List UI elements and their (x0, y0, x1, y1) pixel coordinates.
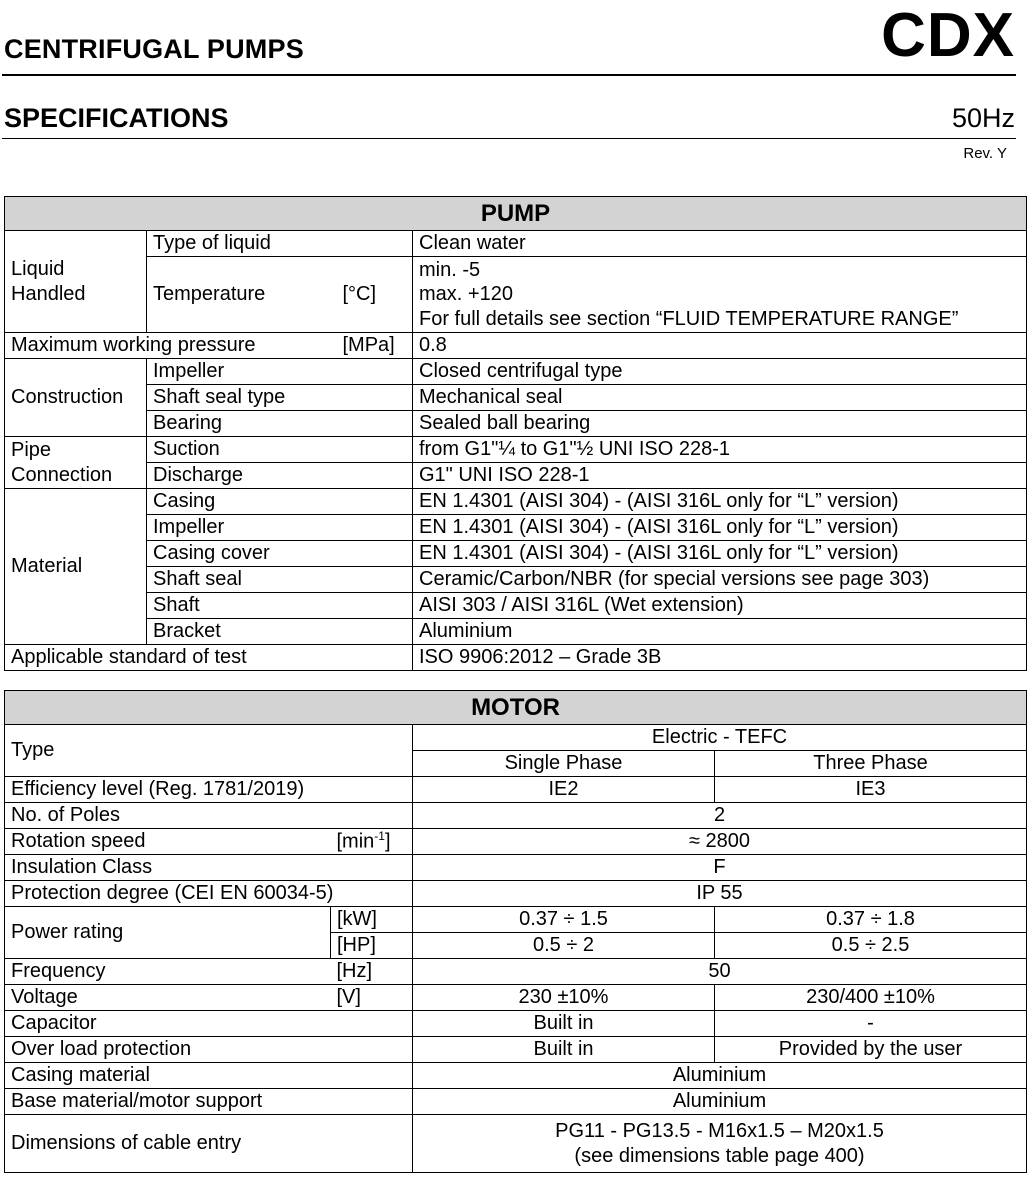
table-row (5, 385, 1027, 411)
table-row (5, 855, 1027, 881)
section-divider (2, 138, 1016, 139)
table-row (5, 567, 1027, 593)
table-row (5, 257, 1027, 333)
frequency-value: 50 (413, 959, 1027, 985)
rotation-unit-base: [min (336, 830, 375, 853)
frequency-label: 50Hz (951, 103, 1015, 133)
table-row (5, 1089, 1027, 1115)
insulation-label: Insulation Class (5, 855, 413, 881)
rotation-unit (331, 829, 413, 855)
max-pressure-value: 0.8 (413, 333, 1027, 359)
table-row (5, 1115, 1027, 1173)
table-row (5, 725, 1027, 751)
liquid-handled-group: Liquid Handled (5, 231, 147, 333)
pump-spec-table (4, 196, 1027, 671)
three-phase-header: Three Phase (715, 751, 1027, 777)
power-kw-single: 0.37 ÷ 1.5 (413, 907, 715, 933)
casing-label: Casing (147, 489, 413, 515)
table-row (5, 231, 1027, 257)
revision-label: Rev. Y (963, 145, 1007, 162)
table-row (5, 489, 1027, 515)
power-kw-unit: [kW] (331, 907, 413, 933)
pipe-connection-group: Pipe Connection (5, 437, 147, 489)
type-of-liquid-value: Clean water (413, 231, 1027, 257)
power-hp-three: 0.5 ÷ 2.5 (715, 933, 1027, 959)
motor-title: MOTOR (5, 691, 1027, 725)
table-row (5, 619, 1027, 645)
discharge-value: G1" UNI ISO 228-1 (413, 463, 1027, 489)
overload-single: Built in (413, 1037, 715, 1063)
table-row (5, 645, 1027, 671)
rotation-unit-end: ] (384, 830, 391, 853)
table-row (5, 1037, 1027, 1063)
table-row (5, 593, 1027, 619)
casing-value: EN 1.4301 (AISI 304) - (AISI 316L only for “L” version) (413, 489, 1027, 515)
protection-label: Protection degree (CEI EN 60034-5) (5, 881, 413, 907)
table-row (5, 803, 1027, 829)
table-row (5, 333, 1027, 359)
poles-value: 2 (413, 803, 1027, 829)
table-row (5, 829, 1027, 855)
table-row (5, 411, 1027, 437)
type-value: Electric - TEFC (413, 725, 1027, 751)
rotation-label: Rotation speed (5, 829, 331, 855)
capacitor-label: Capacitor (5, 1011, 413, 1037)
suction-value: from G1"¼ to G1"½ UNI ISO 228-1 (413, 437, 1027, 463)
table-row (5, 197, 1027, 231)
table-row (5, 907, 1027, 933)
casing-cover-value: EN 1.4301 (AISI 304) - (AISI 316L only for “L” version) (413, 541, 1027, 567)
temperature-unit: [°C] (337, 257, 413, 333)
protection-value: IP 55 (413, 881, 1027, 907)
test-standard-value: ISO 9906:2012 – Grade 3B (413, 645, 1027, 671)
header-divider (2, 74, 1016, 76)
rotation-unit-sup: -1 (374, 829, 385, 843)
rotation-value: ≈ 2800 (413, 829, 1027, 855)
type-label: Type (5, 725, 413, 777)
overload-three: Provided by the user (715, 1037, 1027, 1063)
voltage-unit: [V] (331, 985, 413, 1011)
bearing-value: Sealed ball bearing (413, 411, 1027, 437)
frequency-unit: [Hz] (331, 959, 413, 985)
shaft-seal-type-label: Shaft seal type (147, 385, 413, 411)
section-title: SPECIFICATIONS (4, 103, 229, 133)
construction-group: Construction (5, 359, 147, 437)
model-code: CDX (881, 1, 1015, 70)
table-row (5, 777, 1027, 803)
impeller-label: Impeller (147, 359, 413, 385)
material-impeller-label: Impeller (147, 515, 413, 541)
power-hp-single: 0.5 ÷ 2 (413, 933, 715, 959)
discharge-label: Discharge (147, 463, 413, 489)
voltage-three: 230/400 ±10% (715, 985, 1027, 1011)
table-row (5, 959, 1027, 985)
shaft-label: Shaft (147, 593, 413, 619)
capacitor-three: - (715, 1011, 1027, 1037)
poles-label: No. of Poles (5, 803, 413, 829)
motor-spec-table (4, 690, 1027, 1173)
material-group: Material (5, 489, 147, 645)
shaft-seal-label: Shaft seal (147, 567, 413, 593)
table-row (5, 515, 1027, 541)
power-label: Power rating (5, 907, 331, 959)
shaft-seal-value: Ceramic/Carbon/NBR (for special versions see page 303) (413, 567, 1027, 593)
overload-label: Over load protection (5, 1037, 413, 1063)
max-pressure-label: Maximum working pressure (5, 333, 337, 359)
casing-material-value: Aluminium (413, 1063, 1027, 1089)
efficiency-three: IE3 (715, 777, 1027, 803)
cable-entry-value: PG11 - PG13.5 - M16x1.5 – M20x1.5 (see dimensions table page 400) (413, 1115, 1027, 1173)
temperature-value: min. -5 max. +120 For full details see section “FLUID TEMPERATURE RANGE” (413, 257, 1027, 333)
temperature-label: Temperature (147, 257, 337, 333)
bracket-value: Aluminium (413, 619, 1027, 645)
table-row (5, 1011, 1027, 1037)
bracket-label: Bracket (147, 619, 413, 645)
table-row (5, 691, 1027, 725)
cable-entry-label: Dimensions of cable entry (5, 1115, 413, 1173)
table-row (5, 1063, 1027, 1089)
material-impeller-value: EN 1.4301 (AISI 304) - (AISI 316L only for “L” version) (413, 515, 1027, 541)
brand-title: CENTRIFUGAL PUMPS (4, 34, 304, 64)
power-kw-three: 0.37 ÷ 1.8 (715, 907, 1027, 933)
frequency-label: Frequency (5, 959, 331, 985)
efficiency-label: Efficiency level (Reg. 1781/2019) (5, 777, 413, 803)
suction-label: Suction (147, 437, 413, 463)
base-material-label: Base material/motor support (5, 1089, 413, 1115)
voltage-label: Voltage (5, 985, 331, 1011)
bearing-label: Bearing (147, 411, 413, 437)
table-row (5, 437, 1027, 463)
table-row (5, 985, 1027, 1011)
table-row (5, 541, 1027, 567)
efficiency-single: IE2 (413, 777, 715, 803)
base-material-value: Aluminium (413, 1089, 1027, 1115)
capacitor-single: Built in (413, 1011, 715, 1037)
max-pressure-unit: [MPa] (337, 333, 413, 359)
casing-material-label: Casing material (5, 1063, 413, 1089)
test-standard-label: Applicable standard of test (5, 645, 413, 671)
casing-cover-label: Casing cover (147, 541, 413, 567)
insulation-value: F (413, 855, 1027, 881)
voltage-single: 230 ±10% (413, 985, 715, 1011)
shaft-value: AISI 303 / AISI 316L (Wet extension) (413, 593, 1027, 619)
table-row (5, 881, 1027, 907)
type-of-liquid-label: Type of liquid (147, 231, 413, 257)
power-hp-unit: [HP] (331, 933, 413, 959)
impeller-value: Closed centrifugal type (413, 359, 1027, 385)
table-row (5, 359, 1027, 385)
table-row (5, 463, 1027, 489)
single-phase-header: Single Phase (413, 751, 715, 777)
shaft-seal-type-value: Mechanical seal (413, 385, 1027, 411)
pump-title: PUMP (5, 197, 1027, 231)
